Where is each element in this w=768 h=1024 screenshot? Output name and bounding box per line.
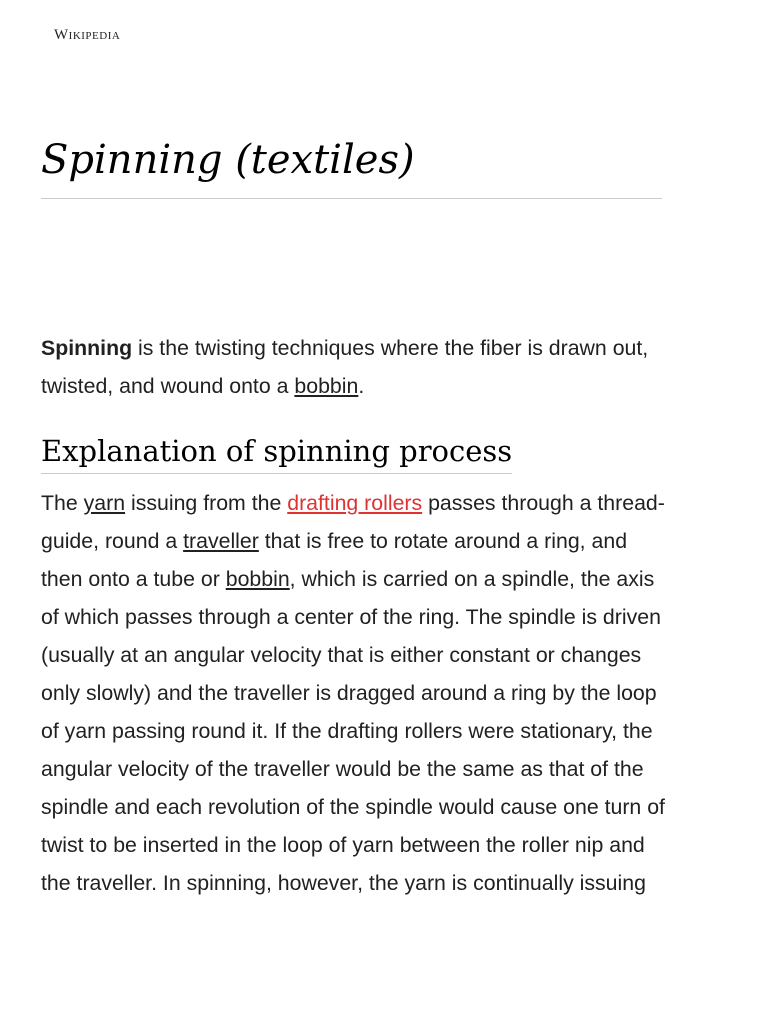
link-yarn[interactable]: yarn	[83, 491, 126, 515]
wikipedia-wordmark[interactable]: Wikipedia	[54, 27, 121, 43]
section-text-3: passes through a thread-guide, round a	[41, 491, 665, 553]
page-title: Spinning (textiles)	[41, 137, 415, 183]
section-text-2: issuing from the	[125, 491, 288, 515]
section-text-4: that is free to rotate around a ring, and then onto a tube or	[41, 529, 628, 591]
section-heading: Explanation of spinning process	[41, 431, 512, 474]
intro-text: is the twisting techniques where the fiber is drawn out, twisted, and wound onto a	[41, 336, 649, 398]
article-content	[41, 329, 666, 902]
intro-paragraph	[41, 329, 666, 405]
title-divider	[41, 198, 662, 199]
intro-text-end: .	[358, 374, 365, 398]
link-bobbin[interactable]: bobbin	[294, 374, 359, 398]
link-drafting-rollers[interactable]: drafting rollers	[287, 491, 423, 515]
link-bobbin-2[interactable]: bobbin	[225, 567, 290, 591]
intro-bold-term: Spinning	[41, 336, 133, 360]
section-paragraph	[41, 484, 666, 902]
link-traveller[interactable]: traveller	[183, 529, 259, 553]
section-text-5: , which is carried on a spindle, the axis of which passes through a center of the ring. The spindle is driven (usually at an angular velocity that is either constant or changes only slowly) and the traveller is dragged around a ring by the loop of yarn passing round it. If the drafting rollers were stationary, the angular velocity of the traveller would be the same as that of the spindle and each revolution of the spindle would cause one turn of twist to be inserted in the loop of yarn between the roller nip and the traveller. In spinning, however, the yarn is continually issuing	[41, 567, 665, 895]
section-text-1: The	[41, 491, 84, 515]
